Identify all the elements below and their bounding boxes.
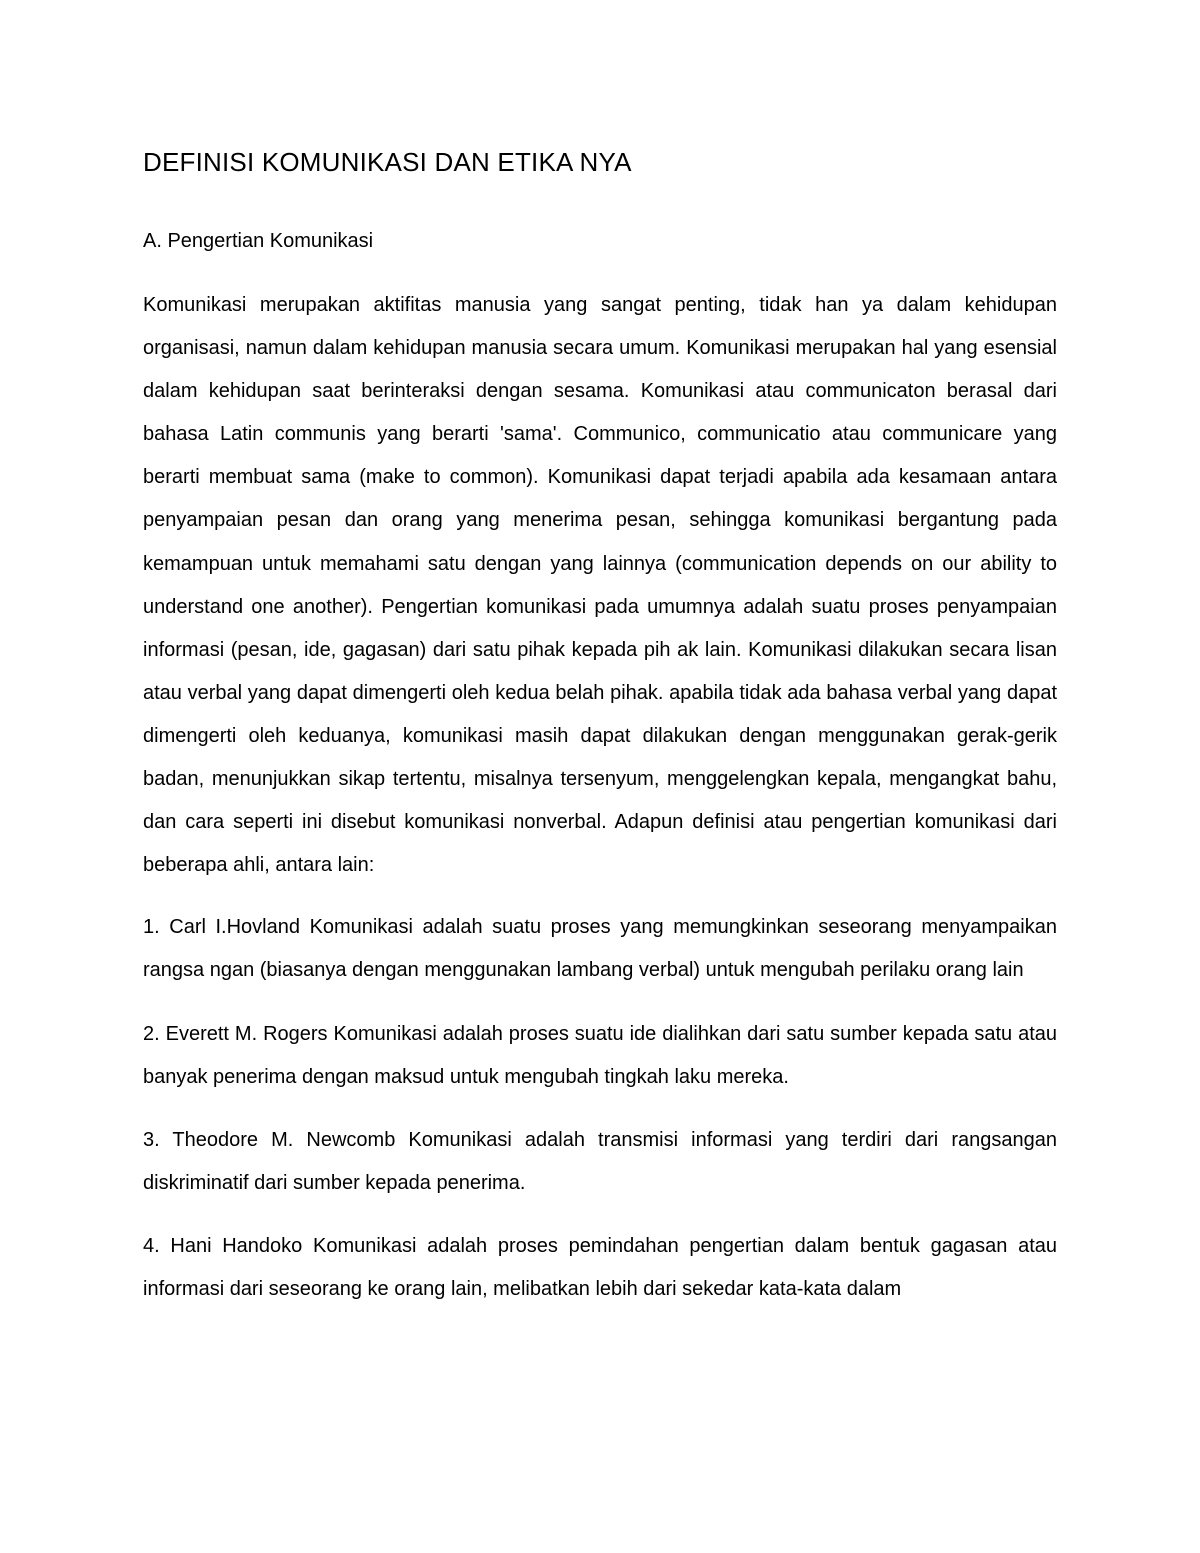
document-page — [143, 140, 1057, 1311]
definition-item-4: 4. Hani Handoko Komunikasi adalah proses pemindahan pengertian dalam bentuk gagasan atau informasi dari seseorang ke orang lain, melibatkan lebih dari sekedar kata-kata dalam — [143, 1234, 1057, 1300]
definition-item-3: 3. Theodore M. Newcomb Komunikasi adalah transmisi informasi yang terdiri dari rangsangan diskriminatif dari sumber kepada penerima. — [143, 1128, 1057, 1194]
definition-item-2: 2. Everett M. Rogers Komunikasi adalah proses suatu ide dialihkan dari satu sumber kepada satu atau banyak penerima dengan maksud untuk mengubah tingkah laku mereka. — [143, 1022, 1057, 1088]
intro-paragraph: Komunikasi merupakan aktifitas manusia yang sangat penting, tidak han ya dalam kehidupan organisasi, namun dalam kehidupan manusia secara umum. Komunikasi merupakan hal yang esensial dalam kehidupan saat berinteraksi dengan sesama. Komunikasi atau communicaton berasal dari bahasa Latin communis yang berarti 'sama'. Communico, communicatio atau communicare yang berarti membuat sama (make to common). Komunikasi dapat terjadi apabila ada kesamaan antara penyampaian pesan dan orang yang menerima pesan, sehingga komunikasi bergantung pada kemampuan untuk memahami satu dengan yang lainnya (communication depends on our ability to understand one another). Pengertian komunikasi pada umumnya adalah suatu proses penyampaian informasi (pesan, ide, gagasan) dari satu pihak kepada pih ak lain. Komunikasi dilakukan secara lisan atau verbal yang dapat dimengerti oleh kedua belah pihak. apabila tidak ada bahasa verbal yang dapat dimengerti oleh keduanya, komunikasi masih dapat dilakukan dengan menggunakan gerak-gerik badan, menunjukkan sikap tertentu, misalnya tersenyum, menggelengkan kepala, mengangkat bahu, dan cara seperti ini disebut komunikasi nonverbal. Adapun definisi atau pengertian komunikasi dari beberapa ahli, antara lain: — [143, 294, 1057, 877]
definition-item-1: 1. Carl I.Hovland Komunikasi adalah suatu proses yang memungkinkan seseorang menyampaikan rangsa ngan (biasanya dengan menggunakan lambang verbal) untuk mengubah perilaku orang lain — [143, 916, 1057, 982]
section-heading: A. Pengertian Komunikasi — [143, 230, 374, 252]
document-title: DEFINISI KOMUNIKASI DAN ETIKA NYA — [143, 147, 632, 177]
